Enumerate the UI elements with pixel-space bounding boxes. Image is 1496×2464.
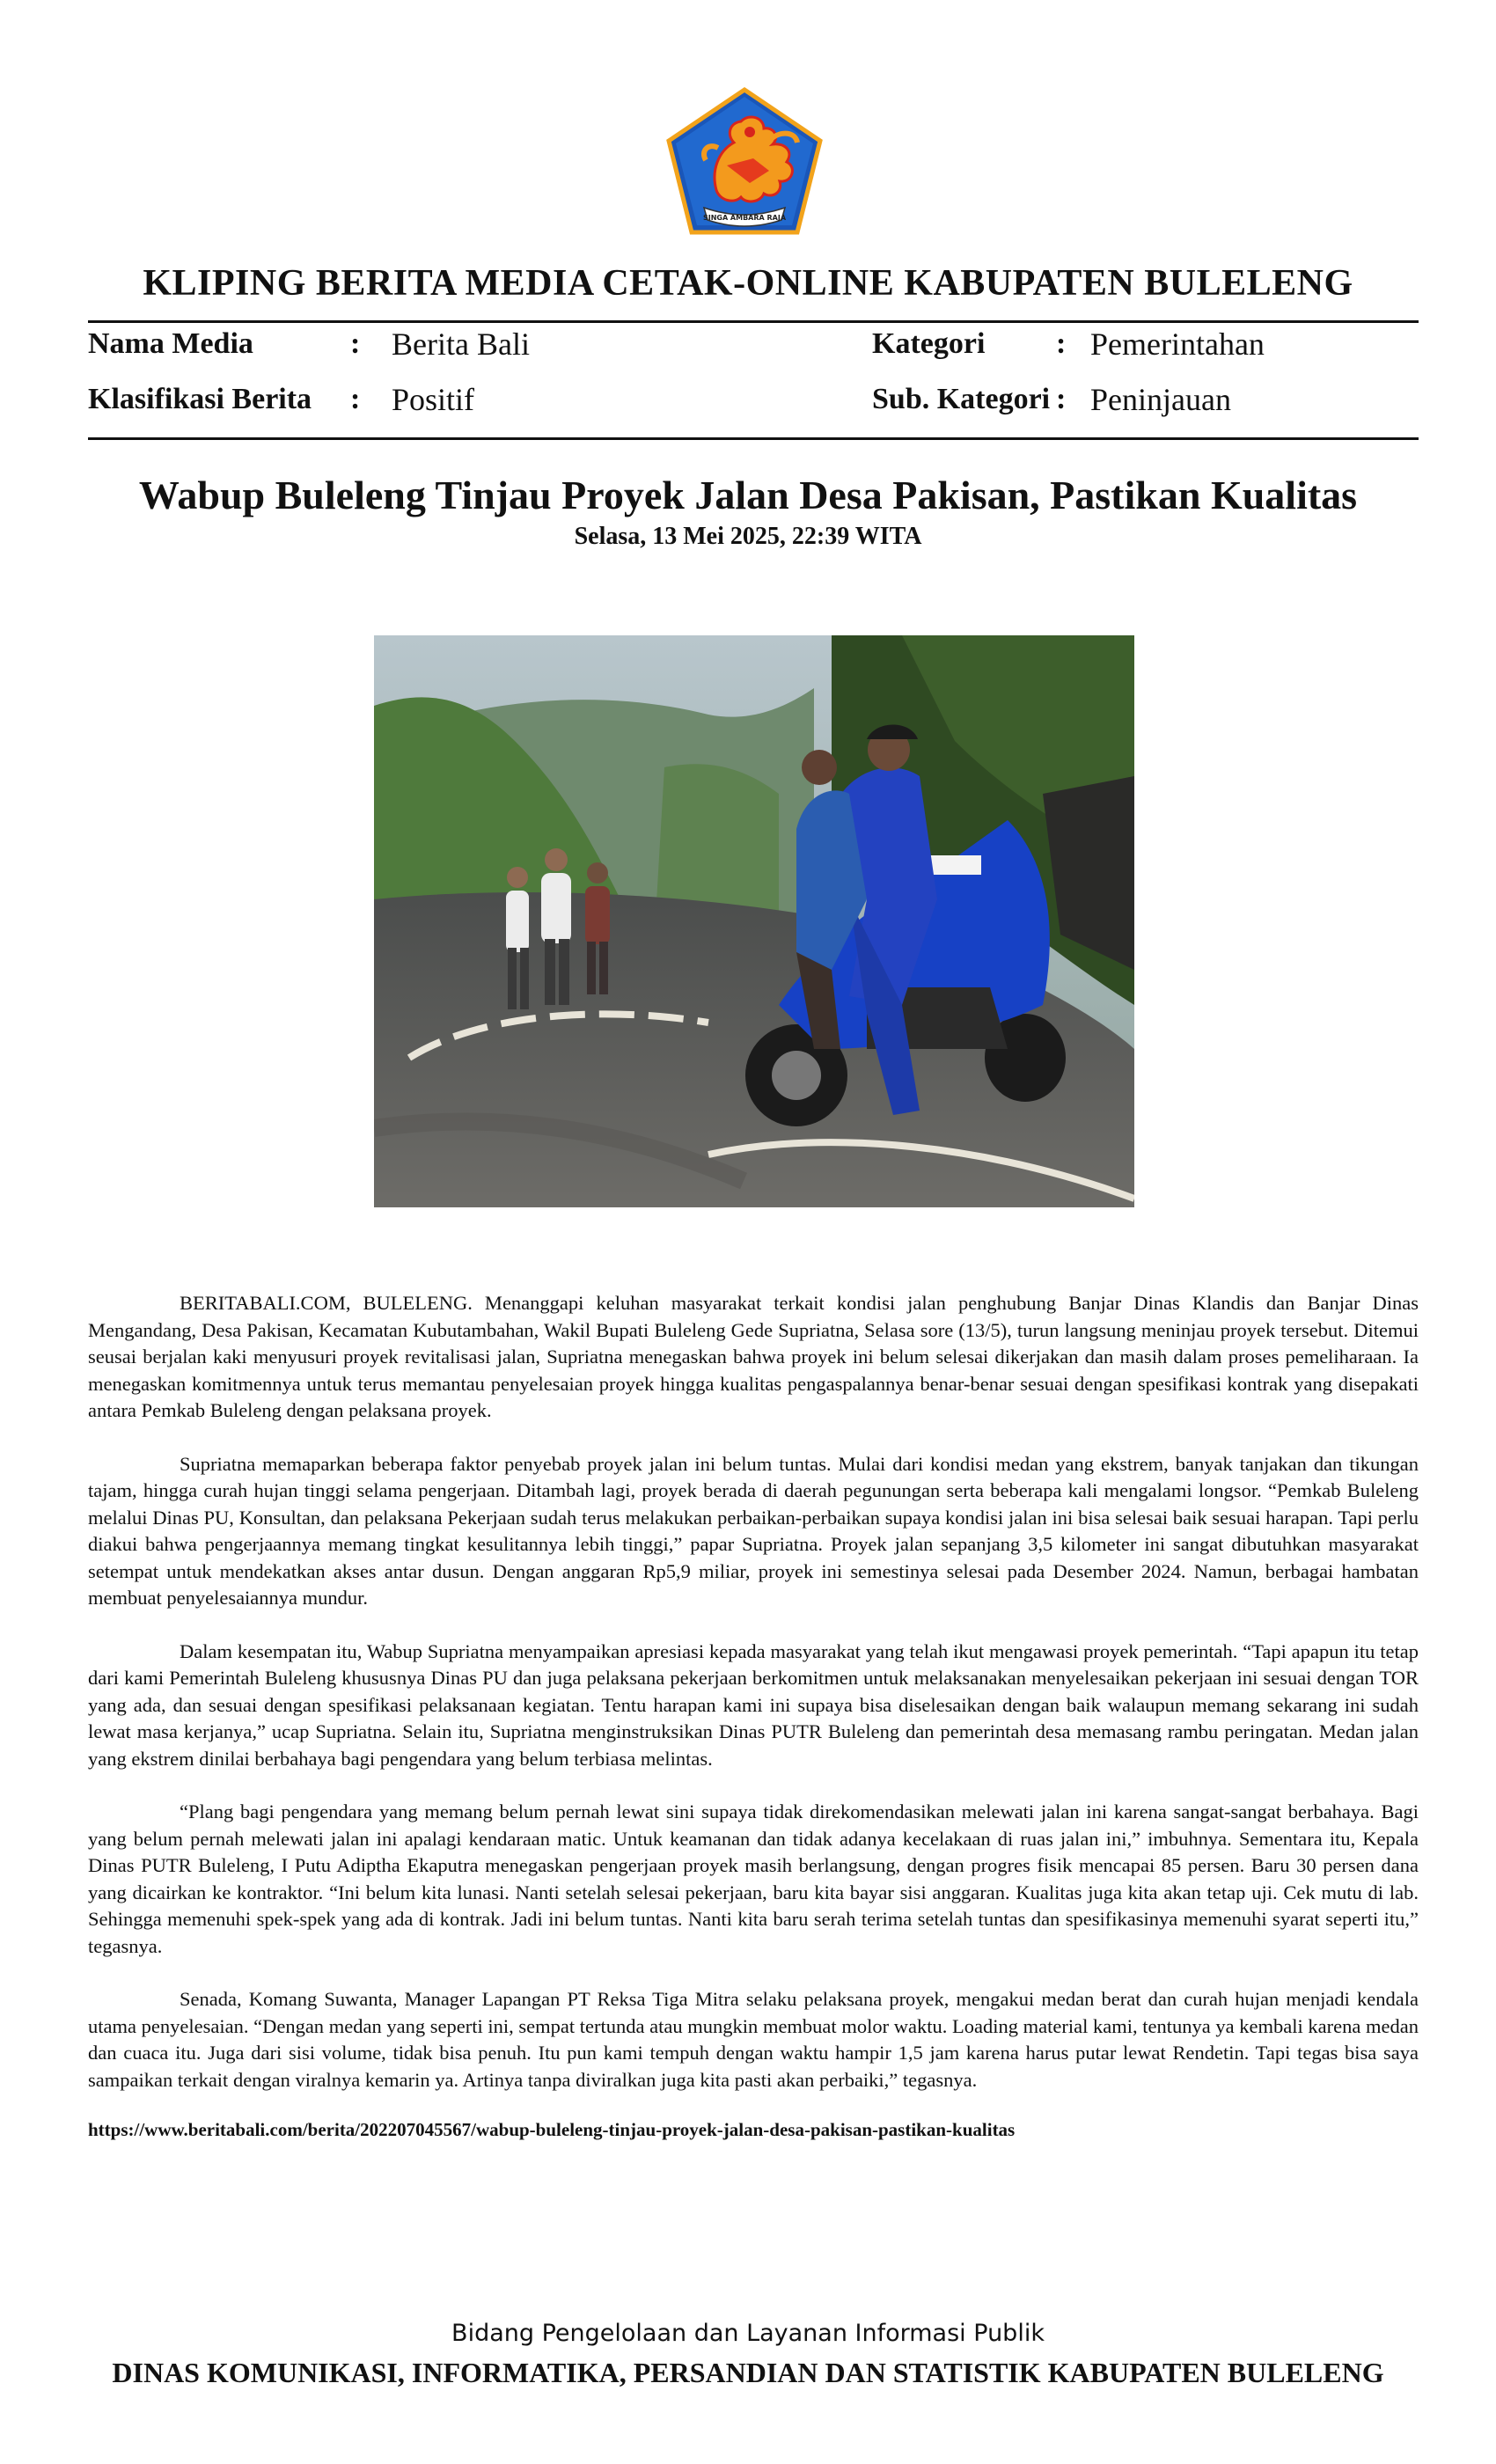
kategori-label: Kategori [872,327,986,360]
article-paragraph: Supriatna memaparkan beberapa faktor penyebab proyek jalan ini belum tuntas. Mulai dari kondisi medan yang ekstrem, banyak tanjakan dan tikungan tajam, hingga curah hujan tinggi selama pengerjaan. Ditambah lagi, proyek berada di daerah pegunungan serta beberapa kali mengalami longsor. “Pemkab Buleleng melalui Dinas PU, Konsultan, dan pelaksana Pekerjaan sudah terus melakukan perbaikan-perbaikan supaya kondisi jalan ini bisa selesai baik sesuai harapan. Tapi perlu diakui bahwa pengerjaannya memang tingkat kesulitannya lebih tinggi,” papar Supriatna. Proyek jalan sepanjang 3,5 kilometer ini sangat dibutuhkan masyarakat setempat untuk mendekatkan akses antar dusun. Dengan anggaran Rp5,9 miliar, proyek ini semestinya selesai pada Desember 2024. Namun, berbagai hambatan membuat penyelesaiannya mundur. [88,1452,1419,1609]
subkategori-label: Sub. Kategori [872,383,1051,415]
header-divider-top [88,320,1419,323]
document-header-title: KLIPING BERITA MEDIA CETAK-ONLINE KABUPATEN BULELENG [143,263,1353,304]
media-colon: : [350,327,361,360]
article-title: Wabup Buleleng Tinjau Proyek Jalan Desa Pakisan, Pastikan Kualitas [138,473,1358,517]
footer-division: Bidang Pengelolaan dan Layanan Informasi Publik [451,2320,1045,2347]
article-date: Selasa, 13 Mei 2025, 22:39 WITA [574,523,922,550]
source-url-link[interactable]: https://www.beritabali.com/berita/202207045567/wabup-buleleng-tinjau-proyek-jalan-desa-pakisan-pastikan-kualitas [88,2119,1016,2140]
footer-agency: DINAS KOMUNIKASI, INFORMATIKA, PERSANDIAN DAN STATISTIK KABUPATEN BULELENG [112,2357,1384,2388]
klasifikasi-label: Klasifikasi Berita [88,383,312,415]
klasifikasi-colon: : [350,383,361,415]
media-label: Nama Media [88,327,253,360]
kategori-value: Pemerintahan [1090,326,1265,362]
article-body [88,1290,1419,2120]
subkategori-colon: : [1056,383,1067,415]
news-photo [374,635,1134,1207]
article-paragraph: Dalam kesempatan itu, Wabup Supriatna menyampaikan apresiasi kepada masyarakat yang telah ikut mengawasi proyek pemerintah. “Tapi apapun itu tetap dari kami Pemerintah Buleleng khususnya Dinas PU dan juga pelaksana pekerjaan berkomitmen untuk melaksanakan menyelesaikan pekerjaan ini sesuai dengan TOR yang ada, dan sesuai dengan spesifikasi pelaksanaan kegiatan. Tentu harapan kami ini supaya bisa diselesaikan dengan baik walaupun memang sekarang ini sudah lewat masa kerjanya,” ucap Supriatna. Selain itu, Supriatna menginstruksikan Dinas PUTR Buleleng dan pemerintah desa memasang rambu peringatan. Medan jalan yang ekstrem dinilai berbahaya bagi pengendara yang belum terbiasa melintas. [88,1639,1419,1770]
klasifikasi-value: Positif [392,382,475,417]
article-paragraph: Senada, Komang Suwanta, Manager Lapangan PT Reksa Tiga Mitra selaku pelaksana proyek, mengakui medan berat dan curah hujan menjadi kendala utama penyelesaian. “Dengan medan yang seperti ini, sempat tertunda atau mungkin membuat molor waktu. Loading material kami, tentunya ya kembali karena medan dan cuaca itu. Juga dari sisi volume, tidak bisa penuh. Itu pun kami tempuh dengan waktu hampir 1,5 jam karena harus putar lewat Rendetin. Tapi tegas bisa saya sampaikan terkait dengan viralnya kemarin ya. Artinya tanpa diviralkan juga kita pasti akan perbaiki,” tegasnya. [88,1988,1419,2091]
singa-ambara-raja-emblem-icon [665,86,824,236]
article-paragraph: “Plang bagi pengendara yang memang belum pernah lewat sini supaya tidak direkomendasikan melewati jalan ini karena sangat-sangat berbahaya. Bagi yang belum pernah melewati jalan ini apalagi kendaraan matic. Untuk keamanan dan tidak adanya kecelakaan di ruas jalan ini,” imbuhnya. Sementara itu, Kepala Dinas PUTR Buleleng, I Putu Adiptha Ekaputra menegaskan pengerjaan proyek masih berlangsung, dengan progres fisik mencapai 85 persen. Baru 30 persen dana yang dicairkan ke kontraktor. “Ini belum kita lunasi. Nanti setelah selesai pekerjaan, baru kita bayar sisi anggaran. Kualitas juga kita akan tetap uji. Cek mutu di lab. Sehingga memenuhi spek-spek yang ada di kontrak. Jadi ini belum tuntas. Nanti kita baru serah terima setelah tuntas dan spesifikasinya memenuhi syarat seperti itu,” tegasnya. [88,1800,1419,1957]
article-paragraph: BERITABALI.COM, BULELENG. Menanggapi keluhan masyarakat terkait kondisi jalan penghubung Banjar Dinas Klandis dan Banjar Dinas Mengandang, Desa Pakisan, Kecamatan Kubutambahan, Wakil Bupati Buleleng Gede Supriatna, Selasa sore (13/5), turun langsung meninjau proyek tersebut. Ditemui seusai berjalan kaki menyusuri proyek revitalisasi jalan, Supriatna menegaskan bahwa proyek ini belum selesai dikerjakan dan masih dalam proses pemeliharaan. Ia menegaskan komitmennya untuk terus memantau penyelesaian proyek hingga kualitas pengaspalannya benar-benar sesuai dengan spesifikasi kontrak yang disepakati antara Pemkab Buleleng dengan pelaksana proyek. [88,1292,1419,1421]
logo-motto: SINGA AMBARA RAJA [702,214,787,222]
media-value: Berita Bali [392,326,530,362]
header-divider-bottom [88,437,1419,440]
kategori-colon: : [1056,327,1067,360]
subkategori-value: Peninjauan [1090,382,1231,417]
